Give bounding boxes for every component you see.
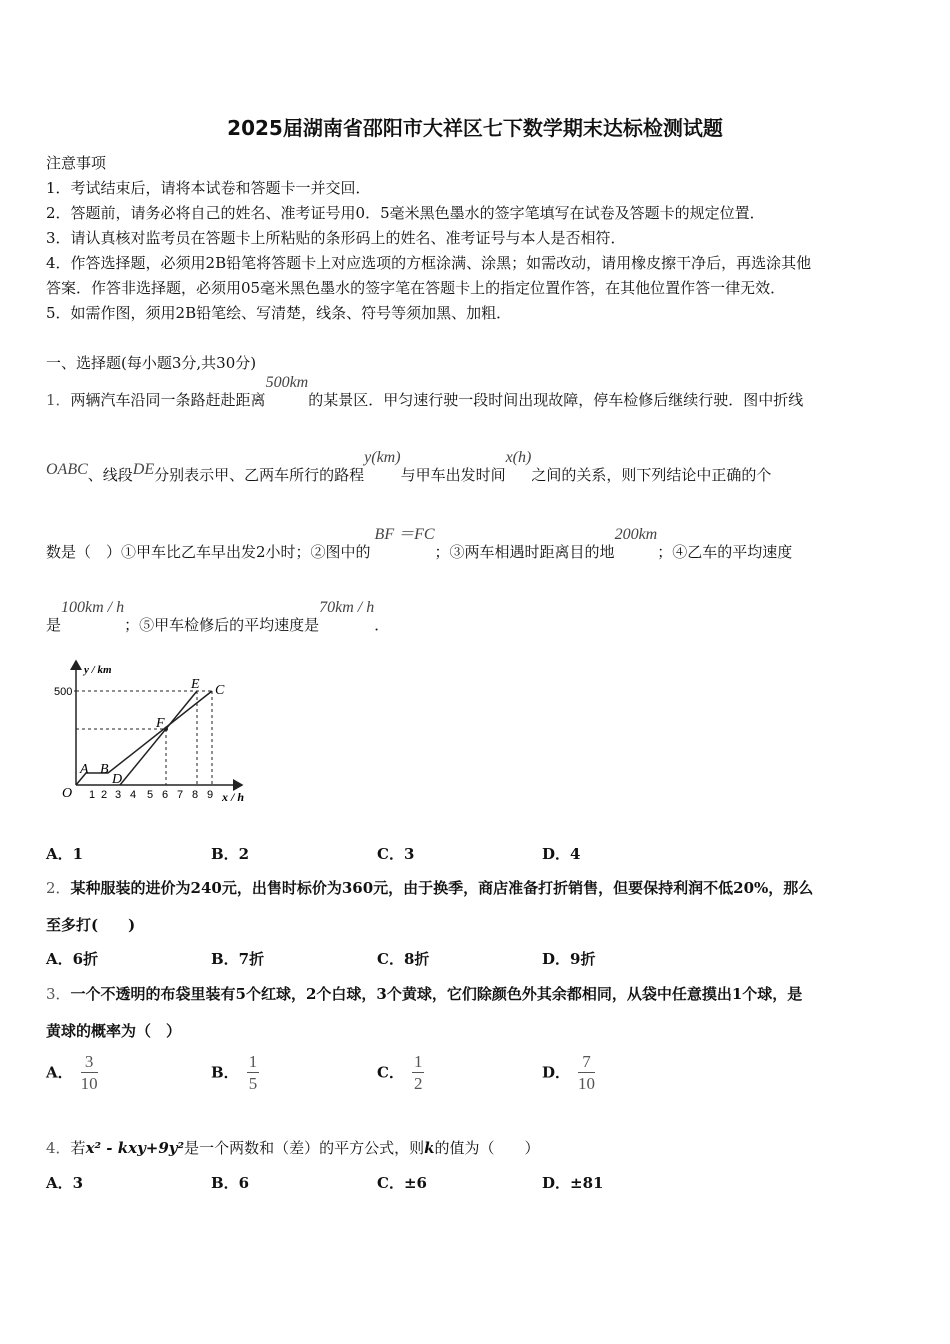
q2-option-a[interactable]: A．6折	[46, 950, 99, 968]
q1-text: ．	[374, 616, 390, 634]
q1-line-4	[46, 599, 390, 635]
label-A: A	[80, 762, 89, 777]
point-F	[164, 727, 168, 731]
math-100kmh: 100km / h	[61, 599, 125, 616]
question-number: 3．	[46, 985, 71, 1003]
q4-option-b[interactable]: B．6	[211, 1174, 250, 1192]
notice-item: 答案．作答非选择题，必须用05毫米黑色墨水的签字笔在答题卡上的指定位置作答，在其他位置作答一律无效．	[46, 279, 786, 297]
q3-line-2: 黄球的概率为（ ）	[46, 1022, 182, 1040]
q4-line-1	[46, 1137, 540, 1158]
line-DE	[120, 691, 197, 785]
q1-graph	[52, 655, 262, 810]
math-500km: 500km	[265, 374, 309, 391]
q1-text: ；⑤甲车检修后的平均速度是	[124, 616, 320, 634]
q1-line-1	[46, 374, 804, 410]
q2-option-c[interactable]: C．8折	[377, 950, 430, 968]
q2-option-b[interactable]: B．7折	[211, 950, 265, 968]
q4-option-a[interactable]: A．3	[46, 1174, 84, 1192]
fraction	[412, 1052, 425, 1095]
math-200km: 200km	[614, 526, 658, 543]
q4-text: 的值为（ ）	[434, 1139, 540, 1157]
y-axis-label: y / km	[84, 664, 112, 676]
notice-item: 3．请认真核对监考员在答题卡上所粘贴的条形码上的姓名、准考证号与本人是否相符．	[46, 229, 626, 247]
q1-text: 之间的关系，则下列结论中正确的个	[531, 466, 772, 484]
q1-text: 、线段	[87, 466, 133, 484]
q1-text: ；③两车相遇时距离目的地	[434, 543, 615, 561]
option-label: D．	[542, 1063, 571, 1082]
q3-option-a[interactable]	[46, 1052, 98, 1095]
q4-option-c[interactable]: C．±6	[377, 1174, 427, 1192]
x-tick: 2	[101, 789, 108, 801]
x-tick: 9	[207, 789, 214, 801]
notice-item: 2．答题前，请务必将自己的姓名、准考证号用0．5毫米黑色墨水的签字笔填写在试卷及答题卡的规定位置．	[46, 204, 765, 222]
question-number: 4．	[46, 1139, 71, 1157]
x-tick: 6	[162, 789, 169, 801]
notice-item: 5．如需作图，须用2B铅笔绘、写清楚，线条、符号等须加黑、加粗．	[46, 304, 512, 322]
label-F: F	[156, 716, 165, 731]
q1-line-3	[46, 526, 793, 562]
q1-text: 与甲车出发时间	[400, 466, 506, 484]
option-label: B．	[211, 1063, 239, 1082]
x-tick: 8	[192, 789, 199, 801]
y-tick-500: 500	[54, 686, 73, 698]
q4-text: 若	[70, 1139, 86, 1157]
question-number: 1．	[46, 391, 71, 409]
q4-option-d[interactable]: D．±81	[542, 1174, 604, 1192]
denominator: 10	[80, 1074, 98, 1093]
q3-option-b[interactable]	[211, 1052, 259, 1095]
denominator: 10	[578, 1074, 596, 1093]
q1-option-d[interactable]: D．4	[542, 845, 581, 863]
notice-item: 1．考试结束后，请将本试卷和答题卡一并交回．	[46, 179, 371, 197]
label-B: B	[100, 762, 109, 777]
numerator: 1	[248, 1052, 258, 1071]
numerator: 7	[578, 1052, 595, 1073]
math-70kmh: 70km / h	[319, 599, 375, 616]
x-axis-label: x / h	[222, 790, 245, 804]
fraction	[247, 1052, 260, 1095]
denominator: 2	[413, 1074, 423, 1093]
label-C: C	[215, 683, 225, 698]
notice-heading: 注意事项	[46, 154, 107, 172]
fraction	[81, 1052, 98, 1095]
page-title: 2025届湖南省邵阳市大祥区七下数学期末达标检测试题	[227, 116, 723, 140]
x-ticks	[89, 789, 213, 801]
option-label: A．	[46, 1063, 73, 1082]
q3-option-d[interactable]	[542, 1052, 595, 1095]
label-E: E	[191, 677, 200, 692]
math-x-h: x(h)	[505, 449, 532, 466]
q2-option-d[interactable]: D．9折	[542, 950, 596, 968]
question-number: 2．	[46, 879, 71, 897]
q1-option-b[interactable]: B．2	[211, 845, 250, 863]
option-label: C．	[377, 1063, 404, 1082]
q1-option-a[interactable]: A．1	[46, 845, 84, 863]
q1-text: 是	[46, 616, 62, 634]
q3-line-1	[46, 983, 802, 1004]
q1-text: 分别表示甲、乙两车所行的路程	[154, 466, 365, 484]
q1-text: 数是（ ）①甲车比乙车早出发2小时；②图中的	[46, 543, 371, 561]
q1-text: 两辆汽车沿同一条路赶赴距离	[70, 391, 266, 409]
numerator: 1	[413, 1052, 423, 1071]
line-OABC	[76, 691, 212, 785]
q4-expression: x² - kxy+9y²	[85, 1139, 185, 1157]
fraction	[578, 1052, 595, 1095]
section-heading: 一、选择题(每小题3分,共30分)	[46, 354, 257, 372]
numerator: 3	[81, 1052, 98, 1073]
x-tick: 1	[89, 789, 96, 801]
label-O: O	[62, 786, 73, 801]
q2-text: 某种服装的进价为240元，出售时标价为360元，由于换季，商店准备打折销售，但要保持利润不低20%，那么	[70, 879, 814, 897]
q3-text: 一个不透明的布袋里装有5个红球，2个白球，3个黄球，它们除颜色外其余都相同，从袋中任意摸出1个球，是	[70, 985, 803, 1003]
x-tick: 3	[115, 789, 122, 801]
denominator: 5	[248, 1074, 258, 1093]
q4-text: 是一个两数和（差）的平方公式，则	[184, 1139, 425, 1157]
q2-line-1	[46, 877, 813, 898]
label-D: D	[112, 772, 123, 787]
q4-k: k	[424, 1139, 435, 1157]
q1-text: ；④乙车的平均速度	[657, 543, 793, 561]
x-tick: 4	[130, 789, 137, 801]
math-y-km: y(km)	[364, 449, 401, 466]
notice-item: 4．作答选择题，必须用2B铅笔将答题卡上对应选项的方框涂满、涂黑；如需改动，请用橡皮擦干净后，再选涂其他	[46, 254, 812, 272]
q1-line-2	[46, 449, 772, 485]
math-DE: DE	[132, 461, 155, 478]
q1-option-c[interactable]: C．3	[377, 845, 415, 863]
math-BF-FC: BF ＝FC	[374, 526, 435, 543]
x-tick: 7	[177, 789, 184, 801]
math-OABC: OABC	[46, 461, 88, 478]
q1-text: 的某景区．甲匀速行驶一段时间出现故障，停车检修后继续行驶．图中折线	[308, 391, 804, 409]
x-tick: 5	[147, 789, 154, 801]
q2-line-2: 至多打( )	[46, 916, 136, 934]
q3-option-c[interactable]	[377, 1052, 424, 1095]
